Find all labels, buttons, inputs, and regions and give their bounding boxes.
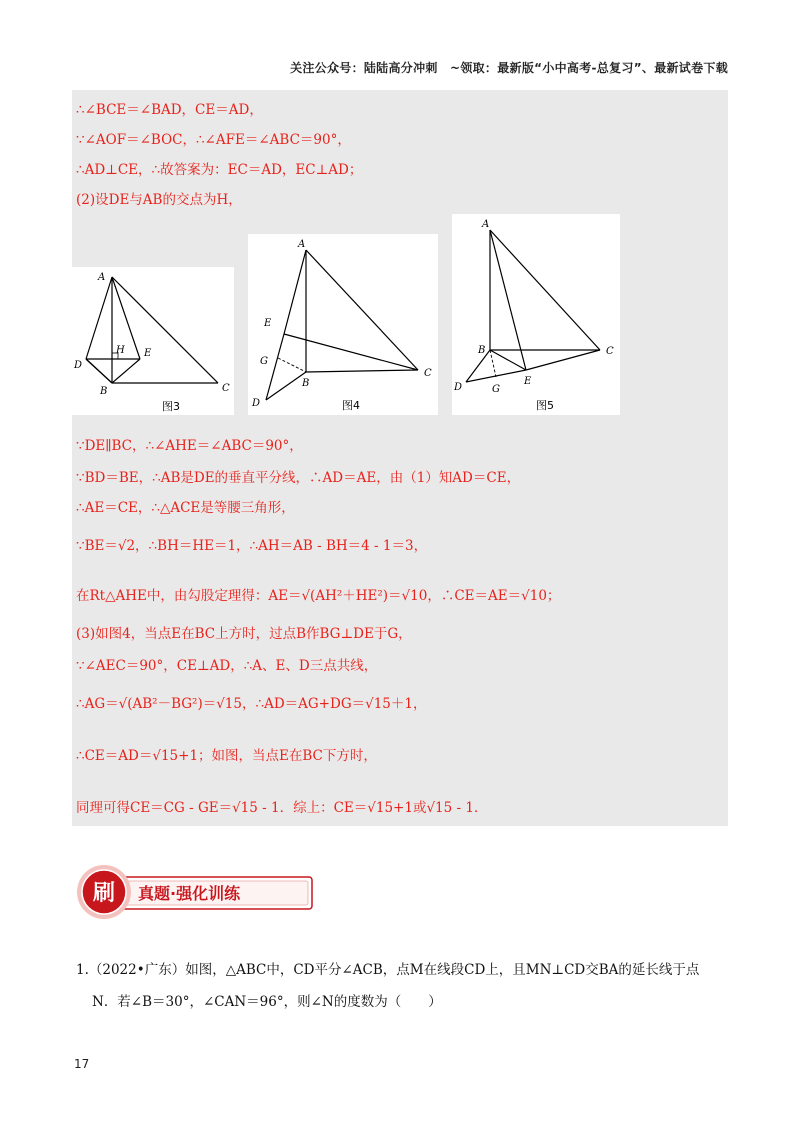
solution-line-3: ∴AD⊥CE，∴故答案为：EC＝AD，EC⊥AD； (76, 162, 363, 178)
section-banner (72, 858, 322, 924)
fig5-label-e: E (524, 376, 532, 387)
solution-line-10: (3)如图4，当点E在BC上方时，过点B作BG⊥DE于G， (76, 626, 412, 642)
fig3-caption: 图3 (162, 400, 180, 413)
fig4-caption: 图4 (342, 399, 360, 412)
figure-3 (72, 267, 234, 415)
page-number: 17 (74, 1057, 90, 1071)
fig3-label-b: B (100, 386, 108, 397)
figure-5 (452, 214, 620, 415)
solution-line-13: ∴CE＝AD＝√15+1；如图，当点E在BC下方时， (76, 748, 377, 764)
fig5-label-c: C (606, 346, 614, 357)
fig5-caption: 图5 (536, 399, 554, 412)
solution-line-12: ∴AG＝√(AB²－BG²)＝√15，∴AD＝AG+DG＝√15＋1， (76, 696, 427, 712)
fig3-label-a: A (98, 272, 106, 283)
fig3-label-c: C (222, 383, 230, 394)
solution-line-1: ∴∠BCE＝∠BAD，CE＝AD， (76, 102, 263, 118)
solution-line-8: ∵BE＝√2，∴BH＝HE＝1，∴AH＝AB - BH＝4 - 1＝3， (76, 538, 428, 554)
fig3-label-d: D (74, 360, 83, 371)
fig3-label-e: E (144, 348, 152, 359)
fig5-label-a: A (482, 219, 490, 230)
solution-line-7: ∴AE＝CE，∴△ACE是等腰三角形， (76, 500, 295, 516)
fig4-label-d: D (252, 398, 261, 409)
solution-line-6: ∵BD＝BE，∴AB是DE的垂直平分线，∴AD＝AE，由（1）知AD＝CE， (76, 470, 521, 486)
fig5-label-b: B (478, 345, 486, 356)
figure-4 (248, 234, 438, 415)
fig5-label-d: D (454, 382, 463, 393)
fig5-label-g: G (492, 384, 500, 395)
fig3-label-h: H (116, 345, 125, 356)
fig4-label-g: G (260, 356, 268, 367)
fig4-label-e: E (264, 318, 272, 329)
solution-line-5: ∵DE∥BC，∴∠AHE＝∠ABC＝90°， (76, 438, 303, 454)
page-header: 关注公众号：陆陆高分冲刺 ~领取：最新版“小中高考-总复习”、最新试卷下载 (290, 61, 728, 75)
problem-line-2: N．若∠B＝30°，∠CAN＝96°，则∠N的度数为（ ） (92, 994, 442, 1010)
banner-title: 真题·强化训练 (138, 884, 241, 903)
fig4-label-a: A (298, 239, 306, 250)
solution-line-2: ∵∠AOF＝∠BOC，∴∠AFE＝∠ABC＝90°， (76, 132, 351, 148)
fig4-label-b: B (302, 378, 310, 389)
solution-line-14: 同理可得CE＝CG - GE＝√15 - 1．综上：CE＝√15+1或√15 - 1． (76, 800, 488, 816)
problem-line-1: 1.（2022•广东）如图，△ABC中，CD平分∠ACB，点M在线段CD上，且MN⊥CD交BA的延长线于点 (76, 962, 700, 978)
banner-badge: 刷 (93, 881, 116, 906)
solution-line-11: ∵∠AEC＝90°，CE⊥AD，∴A、E、D三点共线， (76, 658, 378, 674)
fig4-label-c: C (424, 368, 432, 379)
solution-line-4: (2)设DE与AB的交点为H， (76, 192, 242, 208)
solution-line-9: 在Rt△AHE中，由勾股定理得：AE＝√(AH²＋HE²)＝√10，∴CE＝AE＝√10； (76, 588, 561, 604)
